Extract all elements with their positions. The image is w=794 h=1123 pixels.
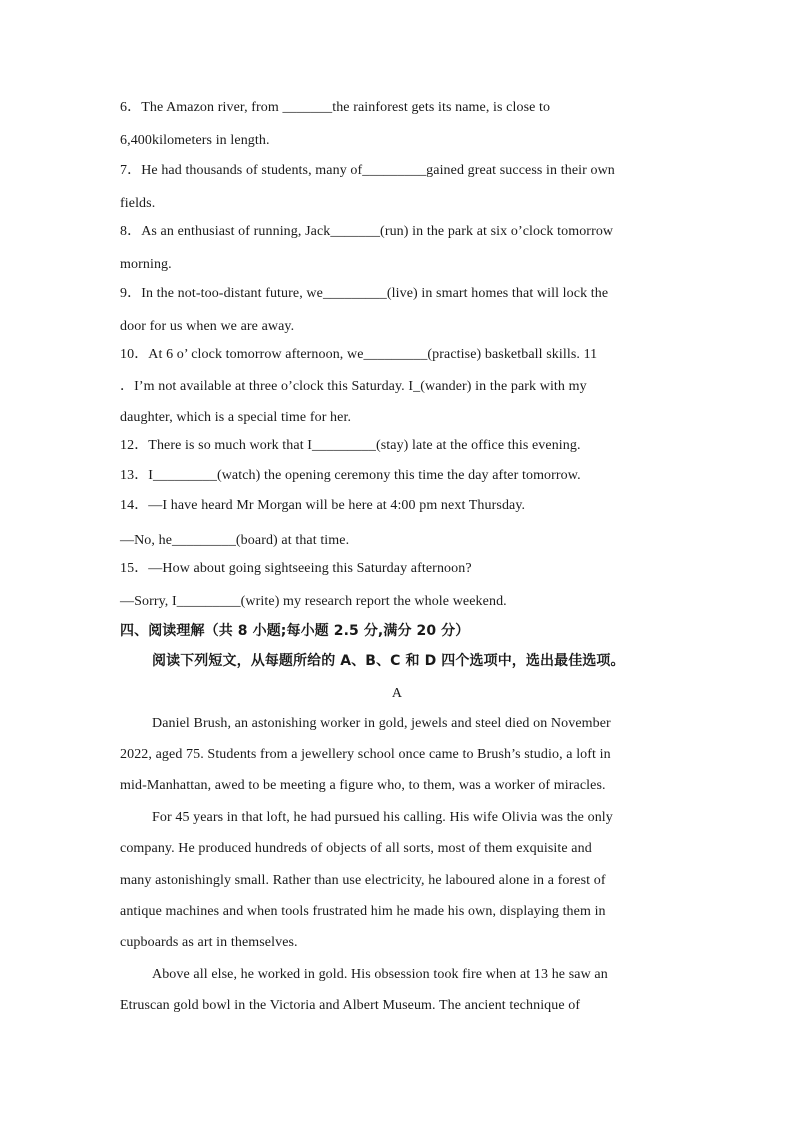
passage-p1-line-2: 2022, aged 75. Students from a jewellery school once came to Brush’s studio, a loft in [120,747,611,762]
exercise-14-line-1: 14．—I have heard Mr Morgan will be here at 4:00 pm next Thursday. [120,498,526,513]
exercise-8-line-2: morning. [120,257,172,272]
exercise-9-line-1: 9．In the not-too-distant future, we_________(live) in smart homes that will lock the [120,286,609,301]
exercise-15-line-2: —Sorry, I_________(write) my research report the whole weekend. [120,594,507,609]
exercise-8-line-1: 8．As an enthusiast of running, Jack_______(run) in the park at six o’clock tomorrow [120,224,614,239]
exercise-11-line-1: ．I’m not available at three o’clock this Saturday. I_(wander) in the park with my [120,379,587,394]
passage-p1-line-1: Daniel Brush, an astonishing worker in gold, jewels and steel died on November [152,716,611,731]
exercise-15-line-1: 15．—How about going sightseeing this Saturday afternoon? [120,561,472,576]
exercise-11-line-2: daughter, which is a special time for her. [120,410,352,425]
exercise-10-line-1: 10．At 6 o’ clock tomorrow afternoon, we_________(practise) basketball skills. 11 [120,347,598,362]
section-heading: 四、阅读理解（共 8 小题;每小题 2.5 分,满分 20 分） [120,623,470,639]
exercise-13-line-1: 13．I_________(watch) the opening ceremony this time the day after tomorrow. [120,468,581,483]
exercise-12-line-1: 12．There is so much work that I_________(stay) late at the office this evening. [120,438,581,453]
passage-p2-line-4: antique machines and when tools frustrated him he made his own, displaying them in [120,904,606,919]
passage-p2-line-2: company. He produced hundreds of objects of all sorts, most of them exquisite and [120,841,592,856]
exercise-14-line-2: —No, he_________(board) at that time. [120,533,350,548]
exercise-7-line-1: 7．He had thousands of students, many of_________gained great success in their own [120,163,615,178]
passage-p2-line-3: many astonishingly small. Rather than use electricity, he laboured alone in a forest of [120,873,606,888]
exercise-6-line-1: 6．The Amazon river, from _______the rainforest gets its name, is close to [120,100,551,115]
passage-p2-line-1: For 45 years in that loft, he had pursued his calling. His wife Olivia was the only [152,810,613,825]
passage-p2-line-5: cupboards as art in themselves. [120,935,298,950]
exercise-9-line-2: door for us when we are away. [120,319,295,334]
passage-p3-line-2: Etruscan gold bowl in the Victoria and Albert Museum. The ancient technique of [120,998,581,1013]
section-instruction: 阅读下列短文，从每题所给的 A、B、C 和 D 四个选项中，选出最佳选项。 [152,653,625,669]
passage-p1-line-3: mid-Manhattan, awed to be meeting a figure who, to them, was a worker of miracles. [120,778,606,793]
exercise-6-line-2: 6,400kilometers in length. [120,133,270,148]
passage-p3-line-1: Above all else, he worked in gold. His obsession took fire when at 13 he saw an [152,967,608,982]
passage-label: A [391,686,403,701]
exercise-7-line-2: fields. [120,196,156,211]
